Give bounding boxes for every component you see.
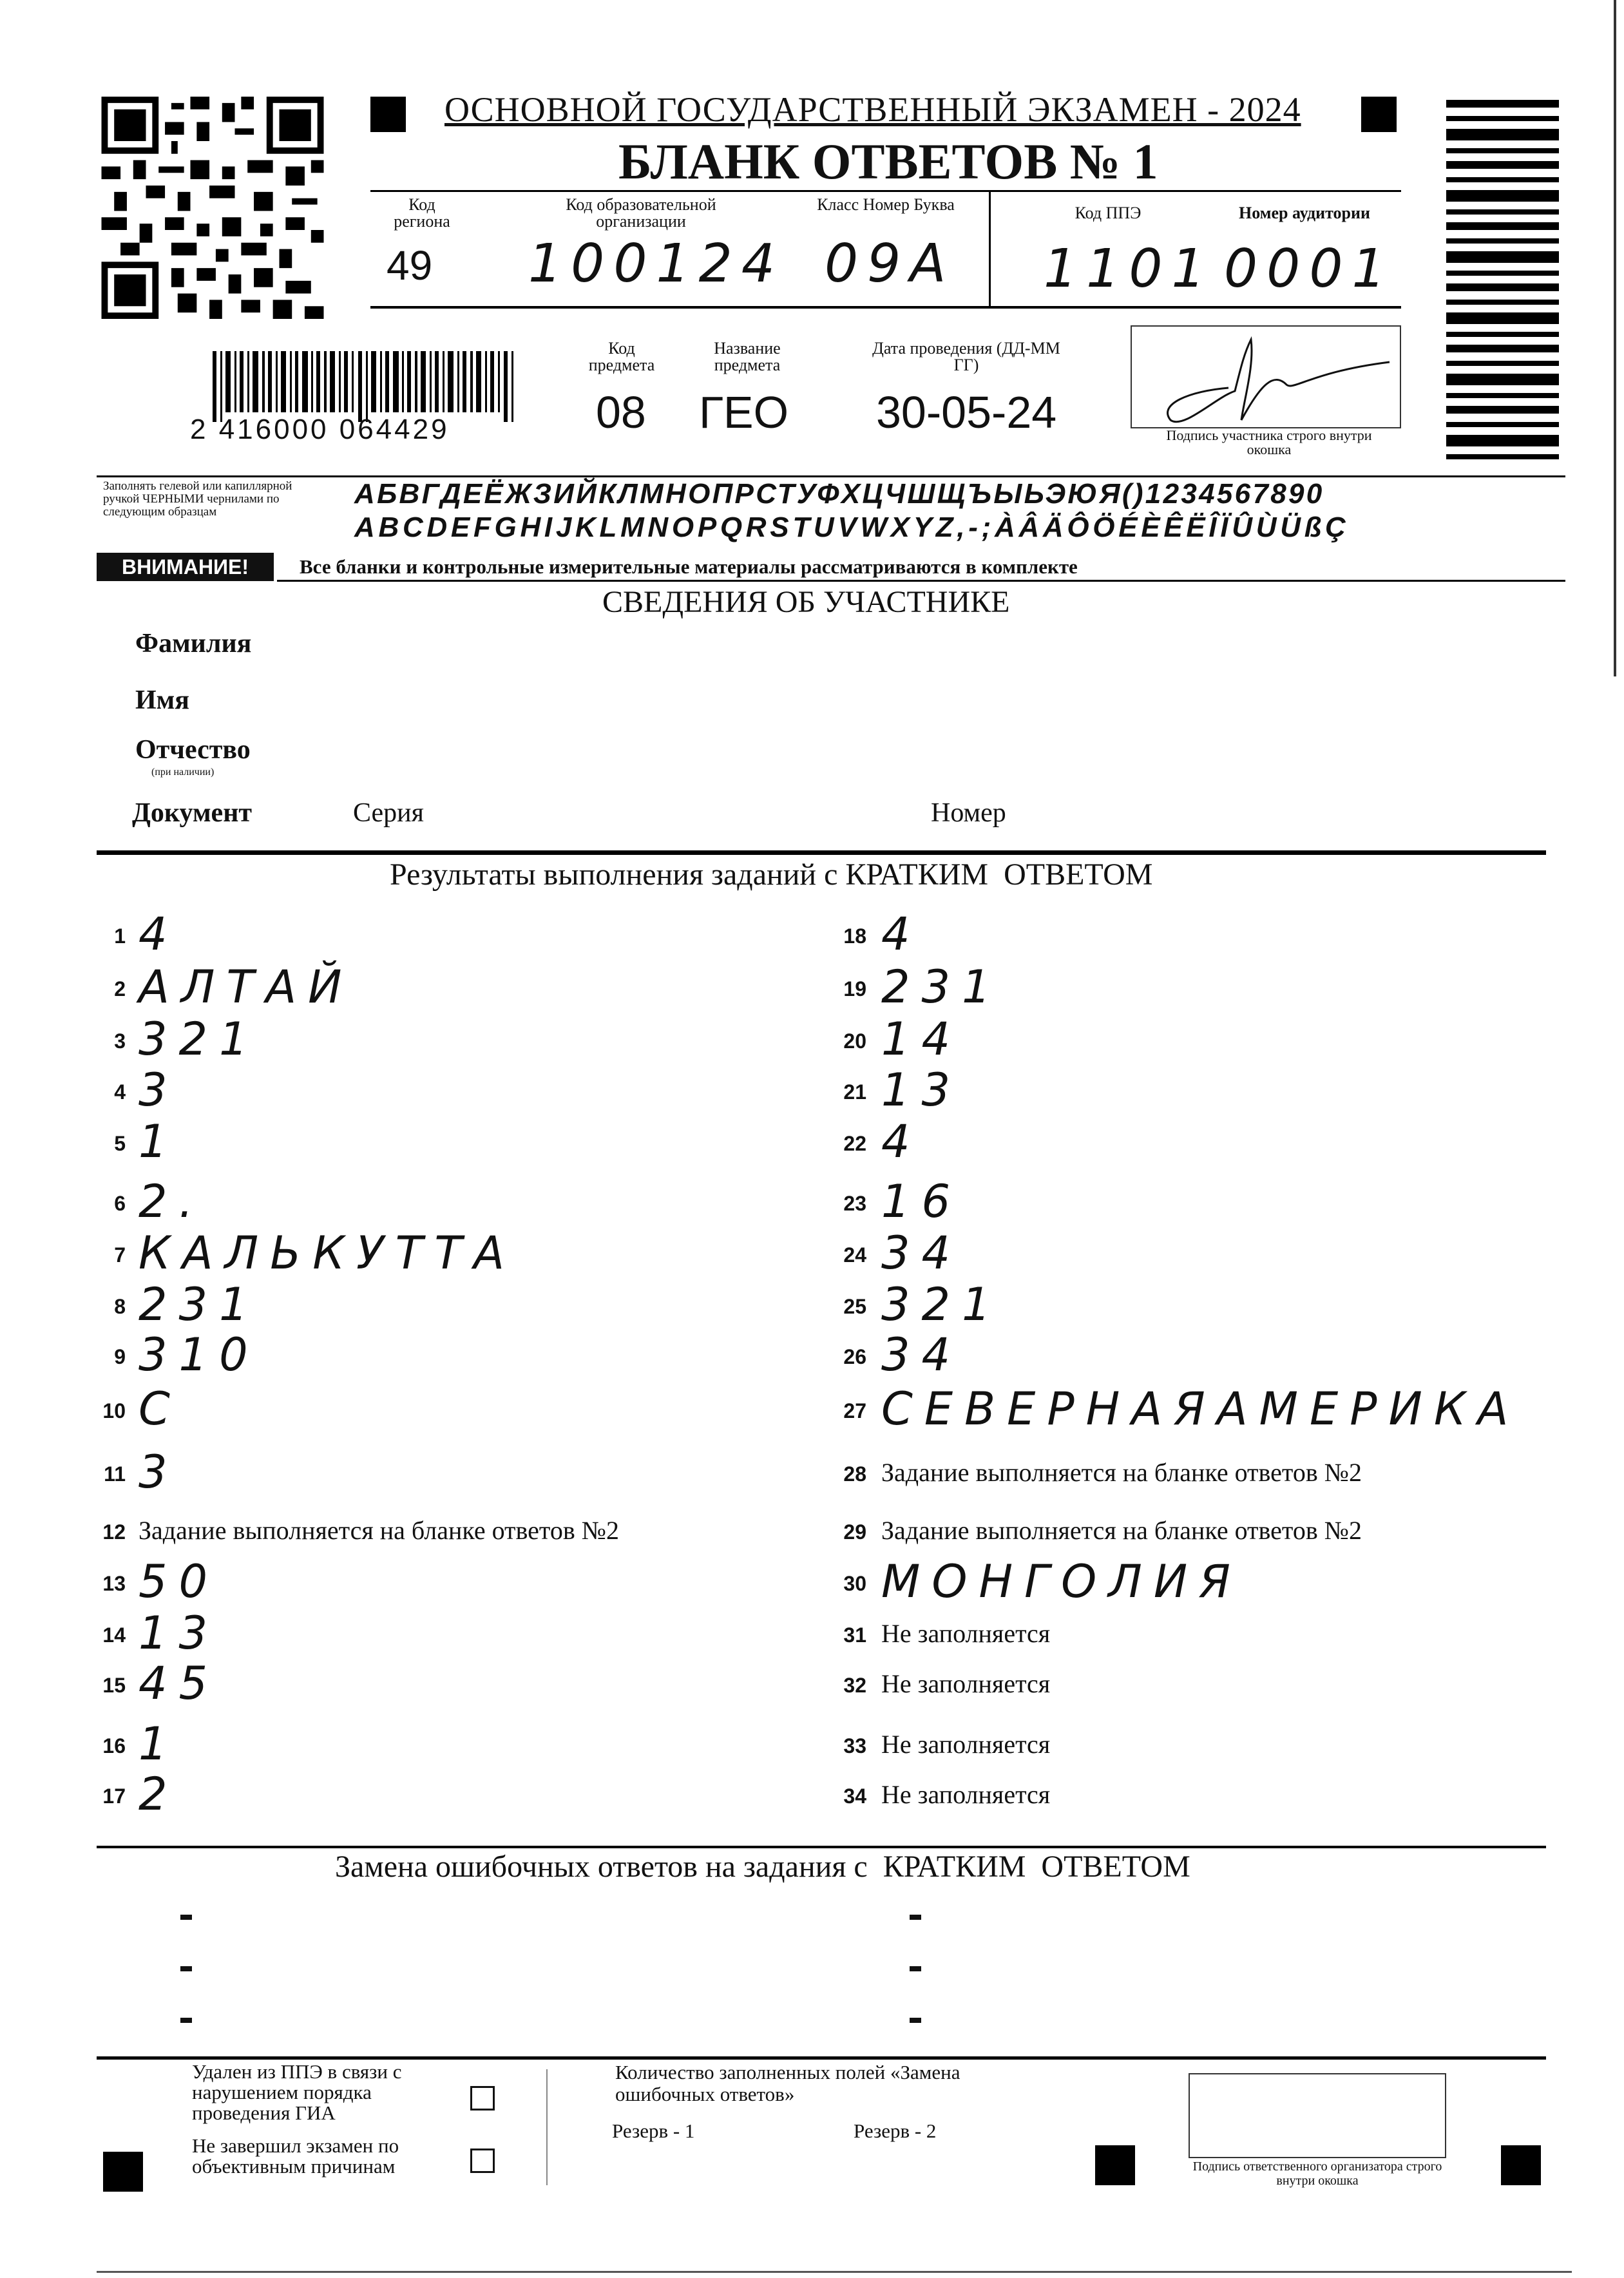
signature-box[interactable] bbox=[1131, 325, 1401, 428]
task-number: 31 bbox=[843, 1623, 866, 1647]
answer-field[interactable]: 4 bbox=[881, 908, 922, 961]
task-number: 23 bbox=[843, 1192, 866, 1215]
participant-title: СВЕДЕНИЯ ОБ УЧАСТНИКЕ bbox=[602, 585, 1010, 619]
task-number: 1 bbox=[114, 924, 126, 948]
ppe-value: 1101 bbox=[1044, 238, 1214, 300]
attention-rule bbox=[277, 580, 1565, 582]
task-number: 13 bbox=[102, 1572, 126, 1595]
answer-field[interactable]: СЕВЕРНАЯАМЕРИКА bbox=[881, 1383, 1520, 1435]
series-label: Серия bbox=[353, 798, 424, 828]
org-label: Код образовательной организации bbox=[566, 195, 716, 231]
task-number: 29 bbox=[843, 1520, 866, 1544]
room-value: 0001 bbox=[1224, 238, 1395, 300]
task-number: 34 bbox=[843, 1785, 866, 1808]
organizer-signature-caption: Подпись ответственного организатора строго внутри окошка bbox=[1192, 2159, 1442, 2188]
task-number: 3 bbox=[114, 1029, 126, 1053]
corner-marker bbox=[1501, 2145, 1541, 2185]
task-number: 6 bbox=[114, 1192, 126, 1215]
signature-caption: Подпись участника строго внутри окошка bbox=[1166, 427, 1372, 457]
replacement-slot[interactable] bbox=[180, 1966, 192, 1971]
replacement-title: Замена ошибочных ответов на задания с КРАТКИМ ОТВЕТОМ bbox=[335, 1850, 1190, 1884]
sample-rule bbox=[97, 475, 1565, 477]
class-value: 09А bbox=[825, 233, 955, 294]
replacement-slot[interactable] bbox=[910, 1915, 921, 1920]
surname-label: Фамилия bbox=[135, 629, 252, 658]
task-number: 28 bbox=[843, 1462, 866, 1486]
task-number: 11 bbox=[104, 1462, 126, 1486]
document-label: Документ bbox=[132, 798, 253, 828]
number-label: Номер bbox=[931, 798, 1006, 828]
sample-instruction: Заполнять гелевой или капиллярной ручкой ЧЕРНЫМИ чернилами по следующим образцам bbox=[103, 479, 292, 519]
results-rule bbox=[97, 850, 1546, 855]
answer-field[interactable]: 34 bbox=[881, 1227, 962, 1279]
task-number: 21 bbox=[843, 1080, 866, 1104]
task-number: 20 bbox=[843, 1029, 866, 1053]
count-label: Количество заполненных полей «Замена ошибочных ответов» bbox=[615, 2061, 960, 2105]
answer-field[interactable]: 4 bbox=[139, 908, 179, 961]
answer-field[interactable]: МОНГОЛИЯ bbox=[881, 1555, 1242, 1608]
task-number: 17 bbox=[102, 1785, 126, 1808]
patronymic-note: (при наличии) bbox=[151, 767, 215, 778]
answer-field[interactable]: 13 bbox=[139, 1607, 220, 1660]
corner-marker bbox=[1361, 97, 1397, 132]
answer-field[interactable]: 231 bbox=[881, 961, 1002, 1013]
task-number: 8 bbox=[114, 1295, 126, 1318]
class-label: Класс Номер Буква bbox=[817, 195, 955, 214]
answer-field[interactable]: 1 bbox=[139, 1718, 179, 1770]
qr-code bbox=[100, 97, 325, 319]
header-rule-top bbox=[370, 190, 1401, 192]
ppe-label: Код ППЭ bbox=[1075, 204, 1142, 222]
answer-field[interactable]: 34 bbox=[881, 1328, 962, 1381]
answer-field[interactable]: 2. bbox=[139, 1175, 205, 1228]
answer-field[interactable]: 13 bbox=[881, 1064, 962, 1116]
task-number: 9 bbox=[114, 1345, 126, 1368]
task-number: 7 bbox=[114, 1243, 126, 1267]
subject-name-value: ГЕО bbox=[699, 387, 789, 437]
answer-field[interactable]: С bbox=[139, 1383, 182, 1435]
footer-rule bbox=[97, 2056, 1546, 2060]
answer-field[interactable]: 231 bbox=[139, 1278, 260, 1331]
exam-title: ОСНОВНОЙ ГОСУДАРСТВЕННЫЙ ЭКЗАМЕН - 2024 bbox=[444, 90, 1301, 129]
sample-row-2: ABCDEFGHIJKLMNOPQRSTUVWXYZ,-;ÀÂÄÔÖÉÈÊËÎÏÛÙÜßÇ bbox=[354, 512, 1350, 543]
side-barcode bbox=[1446, 100, 1559, 464]
not-finished-checkbox[interactable] bbox=[470, 2149, 495, 2173]
answer-field[interactable]: 3 bbox=[139, 1446, 179, 1498]
task-number: 24 bbox=[843, 1243, 866, 1267]
task-number: 10 bbox=[102, 1399, 126, 1422]
answer-field[interactable]: 2 bbox=[139, 1768, 179, 1821]
replacement-slot[interactable] bbox=[910, 2018, 921, 2023]
task-note: Не заполняется bbox=[881, 1730, 1051, 1759]
org-value: 100124 bbox=[528, 233, 785, 294]
signature-scribble bbox=[1132, 327, 1402, 430]
patronymic-label: Отчество bbox=[135, 735, 251, 765]
replacement-rule bbox=[97, 1846, 1546, 1848]
answer-field[interactable]: КАЛЬКУТТА bbox=[139, 1227, 516, 1279]
reserve-1: Резерв - 1 bbox=[612, 2120, 695, 2142]
task-note: Задание выполняется на бланке ответов №2 bbox=[881, 1516, 1362, 1545]
task-number: 14 bbox=[102, 1623, 126, 1647]
task-note: Не заполняется bbox=[881, 1780, 1051, 1809]
not-finished-text: Не завершил экзамен по объективным причинам bbox=[192, 2134, 399, 2178]
answer-field[interactable]: 321 bbox=[139, 1013, 260, 1066]
organizer-signature-box[interactable] bbox=[1189, 2073, 1446, 2158]
subject-code-label: Код предмета bbox=[588, 339, 655, 374]
task-number: 33 bbox=[843, 1734, 866, 1757]
task-number: 25 bbox=[843, 1295, 866, 1318]
corner-marker bbox=[1095, 2145, 1135, 2185]
answer-field[interactable]: 16 bbox=[881, 1175, 962, 1228]
subject-name-label: Название предмета bbox=[714, 339, 781, 374]
task-note: Задание выполняется на бланке ответов №2 bbox=[881, 1458, 1362, 1487]
replacement-slot[interactable] bbox=[180, 2018, 192, 2023]
task-number: 26 bbox=[843, 1345, 866, 1368]
removed-text: Удален из ППЭ в связи с нарушением порядка проведения ГИА bbox=[192, 2060, 402, 2124]
results-title: Результаты выполнения заданий с КРАТКИМ ОТВЕТОМ bbox=[390, 857, 1153, 892]
name-label: Имя bbox=[135, 685, 189, 715]
task-number: 30 bbox=[843, 1572, 866, 1595]
room-label: Номер аудитории bbox=[1239, 204, 1370, 222]
attention-badge: ВНИМАНИЕ! bbox=[97, 553, 274, 581]
task-number: 5 bbox=[114, 1132, 126, 1155]
attention-text: Все бланки и контрольные измерительные материалы рассматриваются в комплекте bbox=[300, 555, 1078, 578]
answer-field[interactable]: 4 bbox=[881, 1115, 922, 1168]
task-number: 12 bbox=[102, 1520, 126, 1544]
reserve-2: Резерв - 2 bbox=[854, 2120, 937, 2142]
header-divider bbox=[989, 190, 991, 308]
task-number: 16 bbox=[102, 1734, 126, 1757]
corner-marker bbox=[370, 97, 406, 132]
scan-edge-bottom bbox=[97, 2271, 1572, 2273]
answer-field[interactable]: 14 bbox=[881, 1013, 962, 1066]
corner-marker bbox=[103, 2152, 143, 2192]
task-number: 19 bbox=[843, 977, 866, 1000]
task-number: 18 bbox=[843, 924, 866, 948]
task-number: 22 bbox=[843, 1132, 866, 1155]
answer-field[interactable]: 310 bbox=[139, 1328, 260, 1381]
removed-checkbox[interactable] bbox=[470, 2086, 495, 2110]
task-note: Не заполняется bbox=[881, 1669, 1051, 1698]
task-number: 15 bbox=[102, 1674, 126, 1697]
subject-code-value: 08 bbox=[596, 387, 646, 437]
replacement-slot[interactable] bbox=[910, 1966, 921, 1971]
task-number: 32 bbox=[843, 1674, 866, 1697]
sample-row-1: АБВГДЕЁЖЗИЙКЛМНОПРСТУФХЦЧШЩЪЫЬЭЮЯ()1234567890 bbox=[354, 478, 1324, 510]
answer-field[interactable]: 50 bbox=[139, 1555, 220, 1608]
header-rule-bottom bbox=[370, 306, 1401, 309]
answer-field[interactable]: 3 bbox=[139, 1064, 179, 1116]
footer-divider bbox=[546, 2069, 548, 2185]
task-number: 2 bbox=[114, 977, 126, 1000]
task-number: 27 bbox=[843, 1399, 866, 1422]
answer-field[interactable]: 321 bbox=[881, 1278, 1002, 1331]
task-note: Не заполняется bbox=[881, 1619, 1051, 1648]
answer-field[interactable]: 45 bbox=[139, 1657, 220, 1710]
replacement-slot[interactable] bbox=[180, 1915, 192, 1920]
date-label: Дата проведения (ДД-ММ ГГ) bbox=[872, 339, 1060, 374]
task-note: Задание выполняется на бланке ответов №2 bbox=[139, 1516, 619, 1545]
answer-field[interactable]: 1 bbox=[139, 1115, 179, 1168]
region-label: Код региона bbox=[394, 195, 450, 231]
barcode-number: 2 416000 064429 bbox=[190, 414, 450, 445]
answer-field[interactable]: АЛТАЙ bbox=[139, 961, 354, 1013]
task-number: 4 bbox=[114, 1080, 126, 1104]
form-title: БЛАНК ОТВЕТОВ № 1 bbox=[618, 133, 1158, 189]
scan-edge bbox=[1614, 0, 1616, 676]
date-value: 30-05-24 bbox=[876, 387, 1057, 437]
region-value: 49 bbox=[387, 242, 433, 289]
